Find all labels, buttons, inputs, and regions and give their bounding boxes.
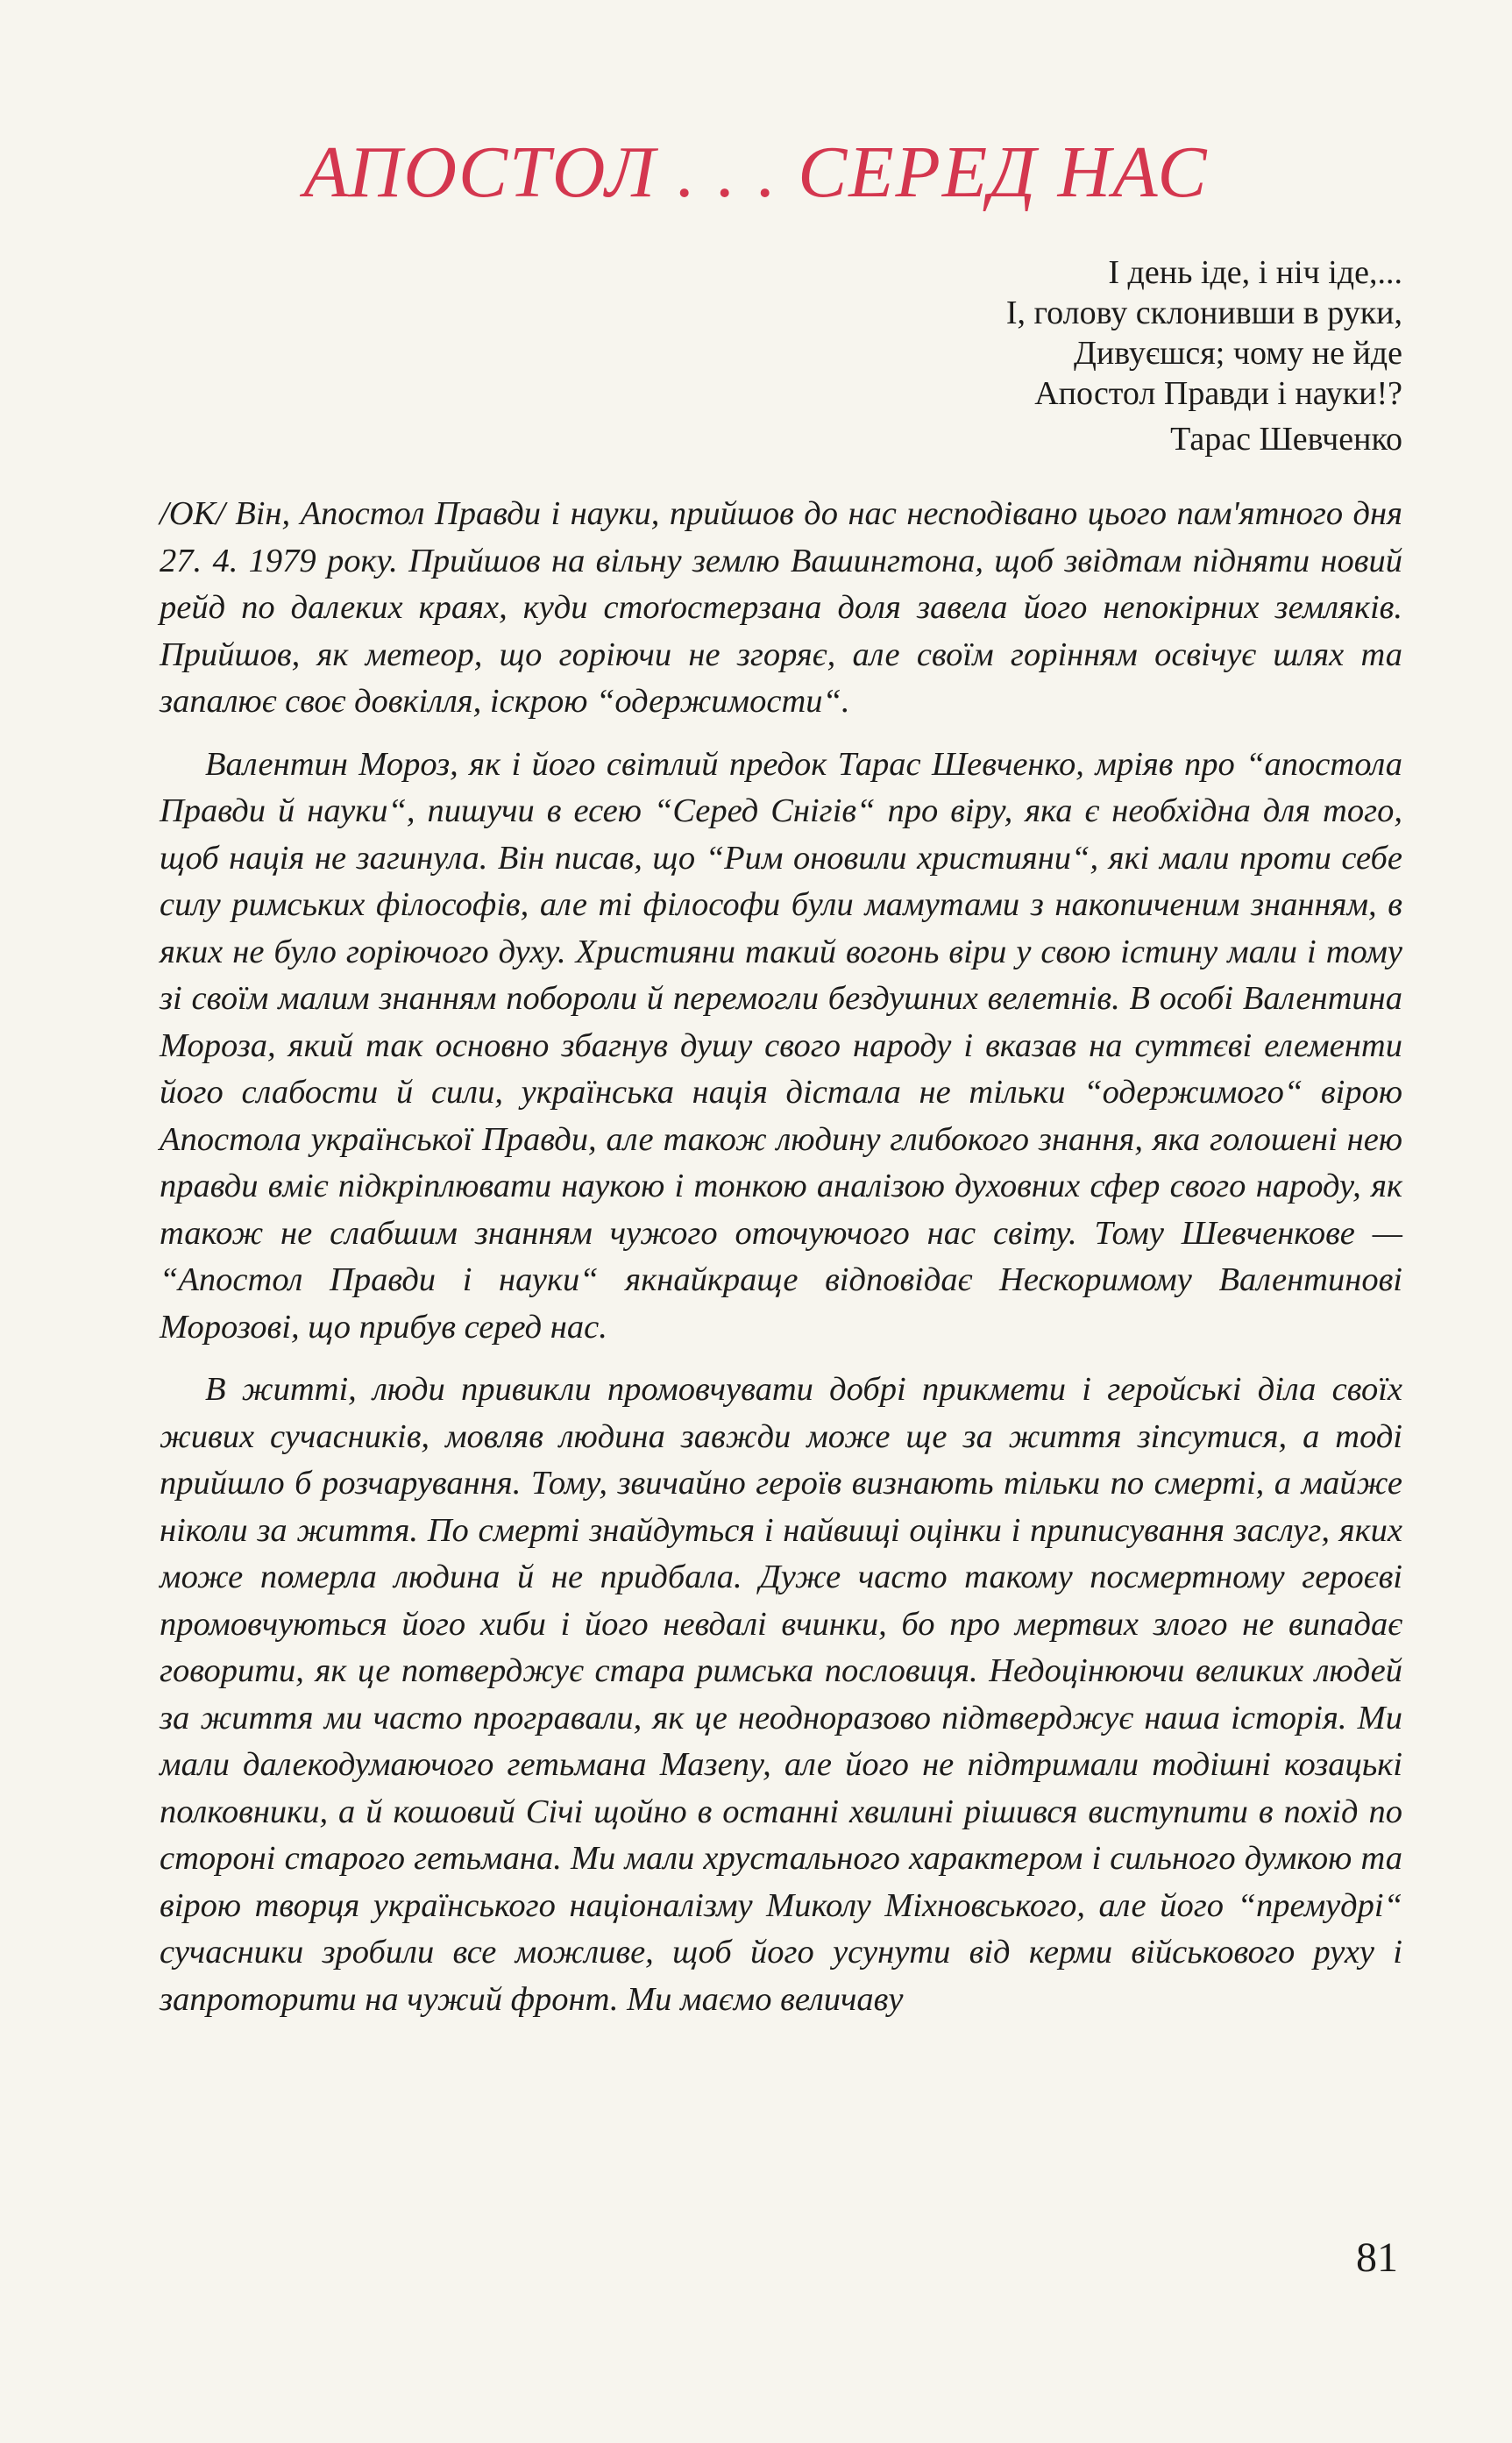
page-title: АПОСТОЛ . . . СЕРЕД НАС <box>303 131 1209 213</box>
epigraph-author: Тарас Шевченко <box>1170 421 1402 458</box>
page-number: 81 <box>1356 2234 1398 2281</box>
epigraph-line: Апостол Правди і науки!? <box>1034 375 1402 412</box>
paragraph: Валентин Мороз, як і його світлий предок Тарас Шевченко, мріяв про “апостола Правди й науки“, пишучи в есею “Серед Снігів“ про віру, яка є необхідна для того, щоб нація не загинула. Він писав, що “Рим оновили християни“, які мали проти себе силу римських філософів, але ті філософи були мамутами з накопиченим знанням, в яких не було горіючого духу. Християни такий вогонь віри у свою істину мали і тому зі своїм малим знанням побороли й перемогли бездушних велетнів. В особі Валентина Мороза, який так основно збагнув душу свого народу і вказав на суттєві елементи його слабости й сили, українська нація дістала не тільки “одержимого“ вірою Апостола української Правди, але також людину глибокого знання, яка голошені нею правди вміє підкріплювати наукою і тонкою аналізою духовних сфер свого народу, як також не слабшим знанням чужого оточуючого нас світу. Тому Шевченкове — “Апостол Правди і науки“ якнайкраще відповідає Нескоримому Валентинові Морозові, що прибув серед нас. <box>160 745 1402 1346</box>
article-body <box>160 491 1402 2039</box>
paragraph: В житті, люди привикли промовчувати добрі прикмети і геройські діла своїх живих сучасників, мовляв людина завжди може ще за життя зіпсутися, а тоді прийшло б розчарування. Тому, звичайно героїв визнають тільки по смерті, а майже ніколи за життя. По смерті знайдуться і найвищі оцінки і приписування заслуг, яких може померла людина й не придбала. Дуже часто такому посмертному героєві промовчуються його хиби і його невдалі вчинки, бо про мертвих злого не випадає говорити, як це потверджує стара римська пословиця. Недоцінюючи великих людей за життя ми часто програвали, як це неодноразово підтверджує наша історія. Ми мали далекодумаючого гетьмана Мазепу, але його не підтримали тодішні козацькі полковники, а й кошовий Січі щойно в останні хвилині рішився виступити в похід по стороні старого гетьмана. Ми мали хрустального характером і сильного думкою та вірою творця українського націоналізму Миколу Міхновського, але його “премудрі“ сучасники зробили все можливе, щоб його усунути від керми військового руху і запроторити на чужий фронт. Ми маємо величаву <box>160 1371 1402 2018</box>
epigraph <box>841 252 1402 459</box>
epigraph-line: І, голову склонивши в руки, <box>1005 295 1402 331</box>
paragraph: /ОК/ Він, Апостол Правди і науки, прийшов до нас несподівано цього пам'ятного дня 27. 4. 1979 року. Прийшов на вільну землю Вашингтона, щоб звідтам підняти новий рейд по далеких краях, куди стоґостерзана доля завела його непокірних земляків. Прийшов, як метеор, що горіючи не згоряє, але своїм горінням освічує шлях та запалює своє довкілля, іскрою “одержимости“. <box>160 495 1402 720</box>
epigraph-line: Дивуєшся; чому не йде <box>1073 335 1402 372</box>
epigraph-line: І день іде, і ніч іде,... <box>1108 254 1402 291</box>
